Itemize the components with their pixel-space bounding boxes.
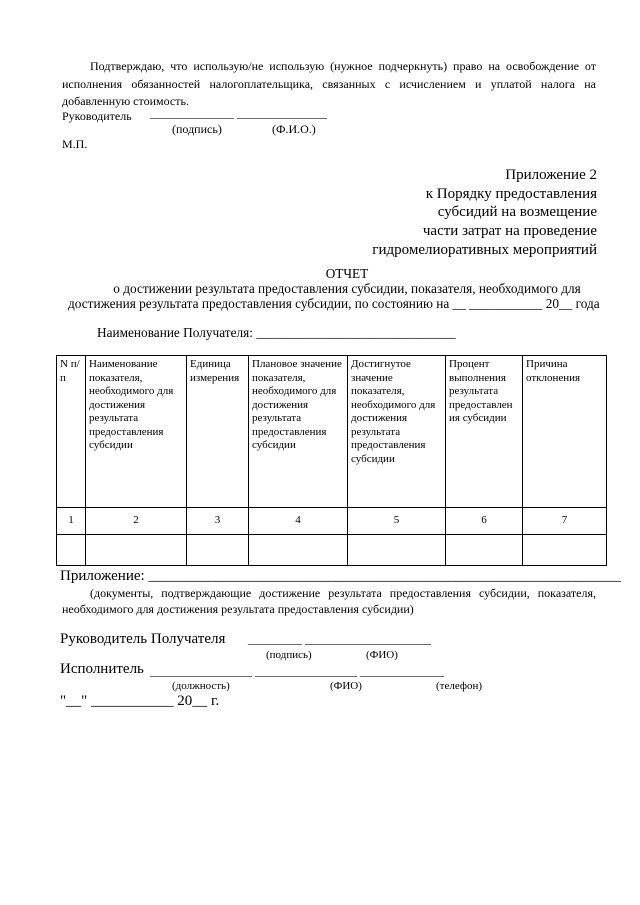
fio-caption: (Ф.И.О.) [272,122,316,136]
appendix-block [300,166,597,260]
report-subtitle-1: о достижении результата предоставления субсидии, показателя, необходимого для [113,281,581,296]
appendix-line: части затрат на проведение [422,223,597,240]
header-cell-reason: Причина отклонения [523,356,607,508]
column-number: 5 [348,508,446,535]
fio-caption: (ФИО) [366,649,398,661]
column-number: 2 [86,508,187,535]
table-cell[interactable] [446,535,523,566]
column-number: 3 [187,508,249,535]
recipient-head-label: Руководитель Получателя [60,631,226,647]
table-cell[interactable] [187,535,249,566]
date-line: "__" ___________ 20__ г. [60,693,220,709]
seal-label: М.П. [62,137,88,151]
position-caption: (должность) [172,680,230,692]
column-number: 6 [446,508,523,535]
recipient-name-field: Наименование Получателя: ______________________________ [97,325,456,340]
appendix-line: к Порядку предоставления [425,185,597,202]
column-number: 4 [249,508,348,535]
table-cell[interactable] [348,535,446,566]
report-title: ОТЧЕТ [325,266,369,281]
header-cell-percent: Процент выполнения результата предоставлен ия субсидии [446,356,523,508]
table-number-row [57,508,607,535]
header-cell-number: N п/п [57,356,86,508]
report-subtitle-2: достижения результата предоставления субсидии, по состоянию на __ ___________ 20__ года [68,296,600,311]
table-cell[interactable] [249,535,348,566]
head-label: Руководитель [62,109,132,123]
column-number: 7 [523,508,607,535]
executor-label: Исполнитель [60,661,144,677]
header-cell-unit: Единица измерения [187,356,249,508]
table-cell[interactable] [523,535,607,566]
attachment-note: (документы, подтверждающие достижение результата предоставления субсидии, показателя, необходимого для достижения результата предоставления субсидии) [62,586,596,616]
report-table [56,355,607,566]
attachment-field: Приложение: _______________________________________________________________ [60,568,621,584]
header-cell-indicator: Наименование показателя, необходимого для достижения результата предоставления субсидии [86,356,187,508]
recipient-head-lines: _________ _____________________ [248,632,431,646]
appendix-line: субсидий на возмещение [437,204,597,221]
table-row [57,535,607,566]
table-header-row [57,356,607,508]
appendix-line: Приложение 2 [505,167,597,183]
appendix-line: гидромелиоративных мероприятий [372,241,597,258]
confirmation-paragraph: Подтверждаю, что использую/не использую (нужное подчеркнуть) право на освобождение от исполнения обязанностей налогоплательщика, связанных с исчислением и уплатой налога на добавленную стоимость. [62,59,596,108]
phone-caption: (телефон) [436,680,483,692]
column-number: 1 [57,508,86,535]
signature-caption: (подпись) [266,649,312,661]
table-cell[interactable] [57,535,86,566]
header-cell-achieved: Достигнутое значение показателя, необходимого для достижения результата предоставления субсидии [348,356,446,508]
signature-caption: (подпись) [172,122,222,136]
executor-fio-caption: (ФИО) [330,680,362,692]
executor-lines: _________________ _________________ ______________ [150,664,444,678]
head-signature-lines: ______________ _______________ [150,106,327,120]
table-cell[interactable] [86,535,187,566]
header-cell-planned: Плановое значение показателя, необходимого для достижения результата предоставления субсидии [249,356,348,508]
